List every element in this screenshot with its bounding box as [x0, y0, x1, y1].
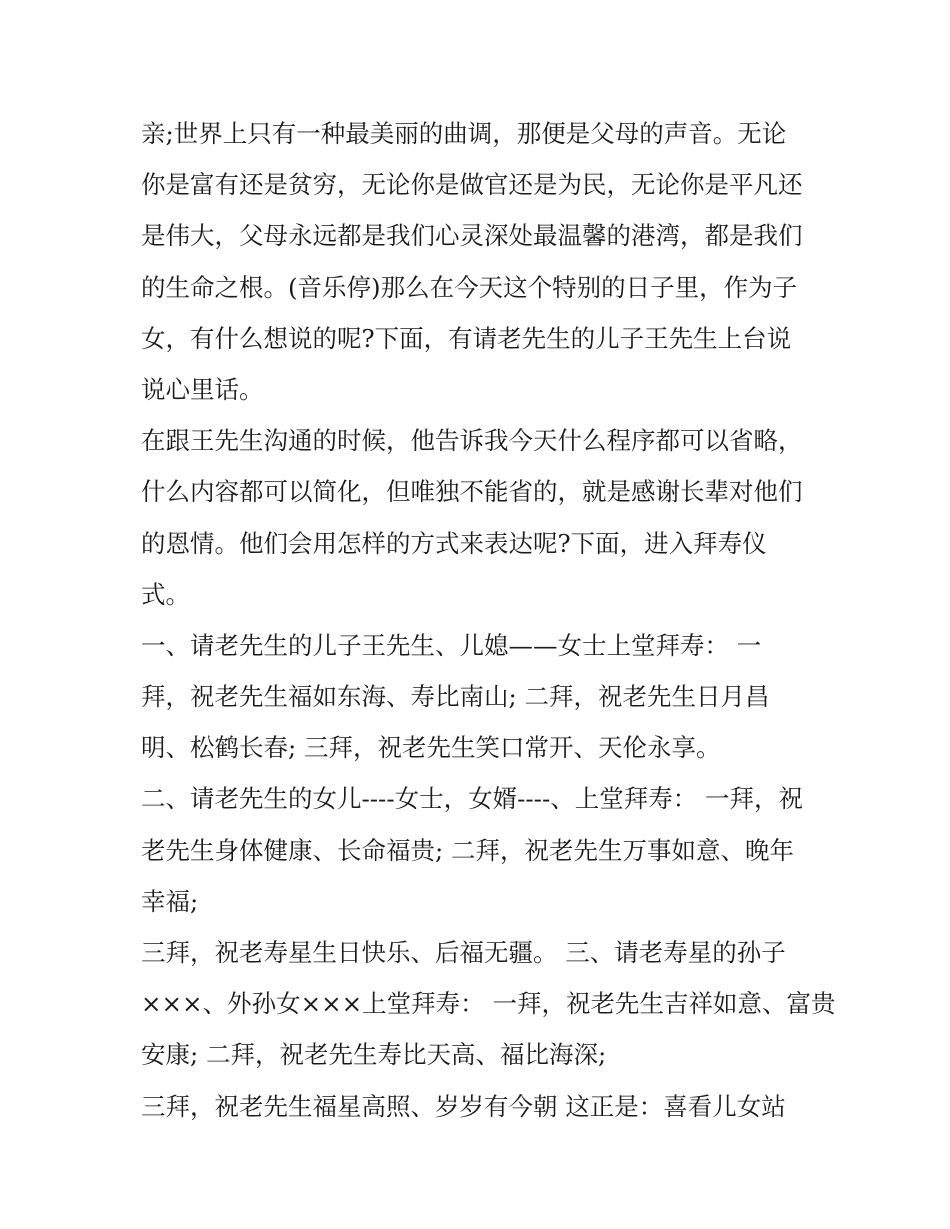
- text-line-20: 三拜，祝老先生福星高照、岁岁有今朝 这正是：喜看儿女站: [141, 1091, 786, 1121]
- text-line-8: 什么内容都可以简化，但唯独不能省的，就是感谢长辈对他们: [141, 477, 803, 507]
- text-line-16: 幸福;: [141, 886, 199, 916]
- body-text: [141, 108, 841, 1132]
- text-line-14: 二、请老先生的女儿----女士，女婿----、上堂拜寿： 一拜，祝: [141, 784, 804, 814]
- text-line-18: ×××、外孙女×××上堂拜寿： 一拜，祝老先生吉祥如意、富贵: [141, 989, 836, 1019]
- text-line-12: 拜，祝老先生福如东海、寿比南山; 二拜，祝老先生日月昌: [141, 682, 770, 712]
- text-line-4: 的生命之根。(音乐停)那么在今天这个特别的日子里，作为子: [141, 272, 798, 302]
- text-line-2: 你是富有还是贫穷，无论你是做官还是为民，无论你是平凡还: [141, 170, 803, 200]
- text-line-7: 在跟王先生沟通的时候，他告诉我今天什么程序都可以省略，: [141, 426, 803, 456]
- text-line-5: 女，有什么想说的呢?下面，有请老先生的儿子王先生上台说: [141, 323, 792, 353]
- text-line-15: 老先生身体健康、长命福贵; 二拜，祝老先生万事如意、晚年: [141, 835, 795, 865]
- text-line-11: 一、请老先生的儿子王先生、儿媳——女士上堂拜寿： 一: [141, 630, 762, 660]
- text-line-3: 是伟大，父母永远都是我们心灵深处最温馨的港湾，都是我们: [141, 221, 803, 251]
- text-line-1: 亲;世界上只有一种最美丽的曲调，那便是父母的声音。无论: [141, 119, 787, 148]
- text-line-13: 明、松鹤长春; 三拜，祝老先生笑口常开、天伦永享。: [141, 733, 721, 763]
- text-line-19: 安康; 二拜，祝老先生寿比天高、福比海深;: [141, 1040, 607, 1070]
- text-line-9: 的恩情。他们会用怎样的方式来表达呢?下面，进入拜寿仪: [141, 528, 767, 558]
- text-line-10: 式。: [141, 579, 190, 609]
- text-line-6: 说心里话。: [141, 374, 264, 404]
- text-line-17: 三拜，祝老寿星生日快乐、后福无疆。 三、请老寿星的孙子: [141, 938, 786, 967]
